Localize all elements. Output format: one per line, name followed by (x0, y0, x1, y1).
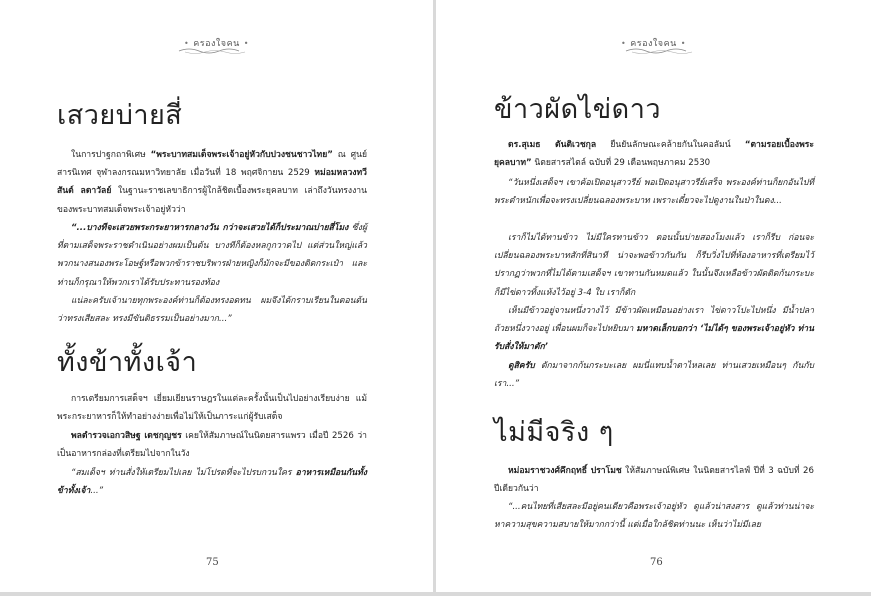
bullet-ornament-icon: • (243, 39, 249, 48)
quote-paragraph: “สมเด็จฯ ท่านสั่งให้เตรียมไปเลย ไม่โปรดที่จะไปรบกวนใคร อาหารเหมือนกันทั้งข้าทั้งเจ้า...” (57, 468, 367, 497)
paragraph: ดร.สุเมธ ตันติเวชกุล ยืนยันลักษณะคล้ายกันในคอลัมน์ “ตามรอยเบื้องพระยุคลบาท” นิตยสารสไตล์ ฉบับที่ 29 เดือนพฤษภาคม 2530 (494, 140, 814, 169)
section-title: เสวยบ่ายสี่ (57, 100, 183, 131)
page-number: 75 (206, 557, 219, 568)
paragraph: ในการปาฐกถาพิเศษ “พระบาทสมเด็จพระเจ้าอยู่หัวกับปวงชนชาวไทย” ณ ศูนย์สารนิเทศ จุฬาลงกรณมหาวิทยาลัย เมื่อวันที่ 18 พฤศจิกายน 2529 หม่อมหลวงทวีสันต์ ลดาวัลย์ ในฐานะราชเลขาธิการผู้ใกล้ชิดเบื้องพระยุคลบาท เล่าถึงวันทรงงานของพระบาทสมเด็จพระเจ้าอยู่หัวว่า (57, 150, 367, 215)
quote-paragraph: “...คนไทยที่เสียสละมีอยู่คนเดียวคือพระเจ้าอยู่หัว ดูแล้วน่าสงสาร ดูแล้วท่านน่าจะหาความสุขความสบายให้มากกว่านี้ แต่เมื่อใกล้ชิดท่านนะ เห็นว่าไม่มีเลย (494, 502, 814, 531)
section-title: ข้าวผัดไข่ดาว (494, 94, 662, 125)
running-head-text: ครองใจคน (193, 39, 240, 49)
flourish-ornament-icon (624, 47, 694, 55)
paragraph: พลตำรวจเอกวสิษฐ เดชกุญชร เคยให้สัมภาษณ์ในนิตยสารแพรว เมื่อปี 2526 ว่าเป็นอาหารกล่องที่เตรียมไปจากในวัง (57, 431, 367, 460)
running-head-text: ครองใจคน (630, 39, 677, 49)
paragraph: การเตรียมการเสด็จฯ เยี่ยมเยียนราษฎรในแต่ละครั้งนั้นเป็นไปอย่างเรียบง่าย แม้พระกระยาหารก็ให้ทำอย่างง่ายเพื่อไม่ให้เป็นภาระแก่ผู้รับเสด็จ (57, 394, 367, 423)
bullet-ornament-icon: • (184, 39, 190, 48)
right-page (436, 0, 871, 592)
bullet-ornament-icon: • (680, 39, 686, 48)
quote-paragraph: ดูสิครับ ตักมาจากก้นกระบะเลย ผมนี่แทบน้ำตาไหลเลย ท่านเสวยเหมือนๆ กันกับเรา...” (494, 361, 814, 390)
flourish-ornament-icon (177, 47, 247, 55)
quote-paragraph: แน่ละครับเจ้านายทุกพระองค์ท่านก็ต้องทรงอดทน ผมจึงได้กราบเรียนในตอนต้นว่าทรงเสียสละ ทรงมีขันติธรรมเป็นอย่างมาก...” (57, 296, 367, 325)
quote-paragraph: “...บางทีจะเสวยพระกระยาหารกลางวัน กว่าจะเสวยได้ก็ประมาณบ่ายสี่โมง ซึ่งผู้ที่ตามเสด็จพระราชดำเนินอย่างผมเป็นต้น บางทีก็ต้องหลกูกวาดไป แต่ส่วนใหญ่แล้วพวกนางสนองพระโอษฐ์หรือพวกข้าราชบริพารฝ่ายหญิงก็มักจะมีของติดกระเป๋า และท่านก็กรุณาให้พวกเราได้รับประทานรองท้อง (57, 223, 367, 288)
paragraph: หม่อมราชวงศ์คึกฤทธิ์ ปราโมช ให้สัมภาษณ์พิเศษ ในนิตยสารไลฟ์ ปีที่ 3 ฉบับที่ 26 ปีเดียวกันว่า (494, 466, 814, 495)
left-page (0, 0, 433, 592)
section-title: ทั้งข้าทั้งเจ้า (57, 347, 198, 378)
quote-paragraph: เราก็ไม่ได้ทานข้าว ไม่มีใครทานข้าว ตอนนั้นบ่ายสองโมงแล้ว เราก็รีบ ก่อนจะเปลี่ยนฉลองพระบาทสักที่สินาที น่าจะพอข้าวกันกัน ก็รีบวิ่งไปที่ห้องอาหารที่เตรียมไว้ ปรากฏว่าพวกที่ไม่ได้ตามเสด็จฯ เขาทานกันหมดแล้ว ในนั้นจึงเหลือข้าวผัดติดก้นกระบะ ก็มีไข่ดาวทิ้งแห้งไว้อยู่ 3-4 ใบ เราก็ตัก (494, 233, 814, 298)
section-title: ไม่มีจริง ๆ (494, 417, 614, 448)
bullet-ornament-icon: • (621, 39, 627, 48)
page-number: 76 (650, 557, 663, 568)
quote-paragraph: “วันหนึ่งเสด็จฯ เขาค้อเปิดอนุสาวรีย์ พอเปิดอนุสาวรีย์เสร็จ พระองค์ท่านก็ยกอันไปที่พระตำหนักเพื่อจะทรงเปลี่ยนฉลองพระบาท เพราะเดี๋ยวจะไปดูงานในป่าในดง... (494, 178, 814, 207)
quote-paragraph: เห็นมีข้าวอยู่จานหนึ่งวางไว้ มีข้าวผัดเหมือนอย่างเรา ไข่ดาวโปะไปหนึ่ง มีน้ำปลาถ้วยหนึ่งวางอยู่ เพื่อนผมก็จะไปหยิบมา มหาดเล็กบอกว่า ‘ไม่ได้ๆ ของพระเจ้าอยู่หัว ท่านรับสั่งให้มาตัก’ (494, 306, 814, 353)
